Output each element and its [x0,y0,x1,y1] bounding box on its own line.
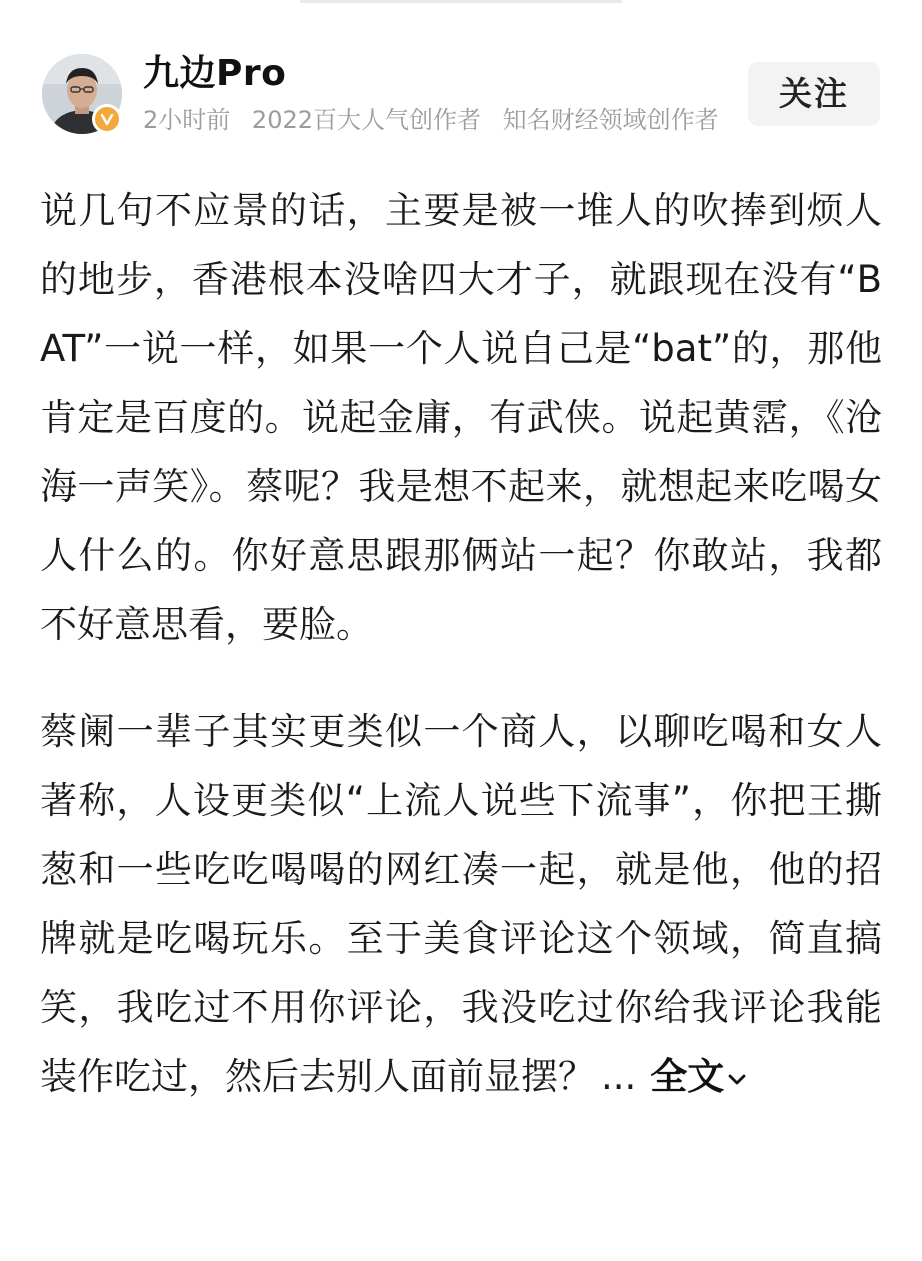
post-time: 2小时前 [143,106,231,134]
author-name[interactable]: 九边Pro [143,53,287,94]
post-body [40,176,882,1111]
post-paragraph-1: 说几句不应景的话，主要是被一堆人的吹捧到烦人的地步，香港根本没啥四大才子，就跟现在没有“BAT”一说一样，如果一个人说自己是“bat”的，那他肯定是百度的。说起金庸，有武侠。说起黄霑，《沧海一声笑》。蔡呢？我是想不起来，就想起来吃喝女人什么的。你好意思跟那俩站一起？你敢站，我都不好意思看，要脸。 [40,189,882,646]
post-header [0,0,922,150]
post-paragraph-2 [40,697,882,1111]
truncation-ellipsis: ... [601,1055,637,1098]
author-meta [143,104,719,136]
author-title-2: 知名财经领域创作者 [502,106,719,134]
author-title-1: 2022百大人气创作者 [251,106,481,134]
expand-full-text-link[interactable] [650,1055,748,1098]
chevron-down-icon [726,1068,748,1090]
verified-v-icon [92,104,122,134]
post-paragraph-2-text: 蔡阑一辈子其实更类似一个商人，以聊吃喝和女人著称，人设更类似“上流人说些下流事”，你把王撕葱和一些吃吃喝喝的网红凑一起，就是他，他的招牌就是吃喝玩乐。至于美食评论这个领域，简直搞笑，我吃过不用你评论，我没吃过你给我评论我能装作吃过，然后去别人面前显摆？ [40,710,882,1098]
expand-label: 全文 [650,1055,725,1098]
follow-button[interactable]: 关注 [748,62,880,126]
